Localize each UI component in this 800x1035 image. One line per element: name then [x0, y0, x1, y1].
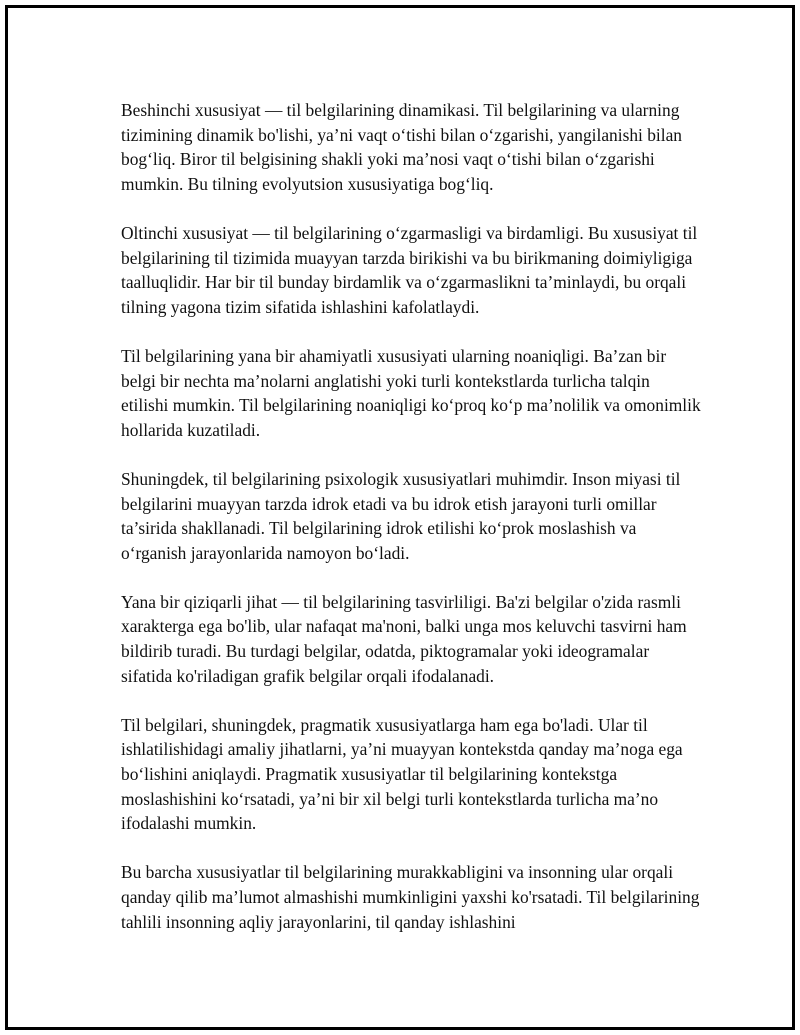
paragraph-3: Til belgilarining yana bir ahamiyatli xususiyati ularning noaniqligi. Ba’zan bir belgi bir nechta ma’nolarni anglatishi yoki turli kontekstlarda turlicha talqin etilishi mumkin. Til belgilarining noaniqligi ko‘proq ko‘p ma’nolilik va omonimlik hollarida kuzatiladi. [121, 345, 701, 440]
paragraph-4: Shuningdek, til belgilarining psixologik xususiyatlari muhimdir. Inson miyasi til belgilarini muayyan tarzda idrok etadi va bu idrok etish jarayoni turli omillar ta’sirida shakllanadi. Til belgilarining idrok etilishi ko‘prok moslashish va o‘rganish jarayonlarida namoyon bo‘ladi. [121, 468, 681, 563]
paragraph-7: Bu barcha xususiyatlar til belgilarining murakkabligini va insonning ular orqali qanday qilib ma’lumot almashishi mumkinligini yaxshi ko'rsatadi. Til belgilarining tahlili insonning aqliy jarayonlarini, til qanday ishlashini [121, 862, 700, 932]
paragraph-2: Oltinchi xususiyat — til belgilarining o‘zgarmasligi va birdamligi. Bu xususiyat til belgilarining til tizimida muayyan tarzda birikishi va bu birikmaning doimiyligiga taalluqlidir. Har bir til bunday birdamlik va o‘zgarmaslikni ta’minlaydi, bu orqali tilning yagona tizim sifatida ishlashini kafolatlaydi. [121, 222, 698, 317]
document-body [121, 98, 701, 934]
paragraph-1: Beshinchi xususiyat — til belgilarining dinamikasi. Til belgilarining va ularning tizimining dinamik bo'lishi, ya’ni vaqt o‘tishi bilan o‘zgarishi, yangilanishi bilan bog‘liq. Biror til belgisining shakli yoki ma’nosi vaqt o‘tishi bilan o‘zgarishi mumkin. Bu tilning evolyutsion xususiyatiga bog‘liq. [121, 100, 683, 194]
paragraph-6: Til belgilari, shuningdek, pragmatik xususiyatlarga ham ega bo'ladi. Ular til ishlatilishidagi amaliy jihatlarni, ya’ni muayyan kontekstda qanday ma’noga ega bo‘lishini aniqlaydi. Pragmatik xususiyatlar til belgilarining kontekstga moslashishini ko‘rsatadi, ya’ni bir xil belgi turli kontekstlarda turlicha ma’no ifodalashi mumkin. [121, 714, 683, 834]
paragraph-5: Yana bir qiziqarli jihat — til belgilarining tasvirliligi. Ba'zi belgilar o'zida rasmli xarakterga ega bo'lib, ular nafaqat ma'noni, balki unga mos keluvchi tasvirni ham bildirib turadi. Bu turdagi belgilar, odatda, piktogramalar yoki ideogramalar sifatida ko'riladigan grafik belgilar orqali ifodalanadi. [121, 591, 687, 686]
document-page [5, 5, 795, 1030]
